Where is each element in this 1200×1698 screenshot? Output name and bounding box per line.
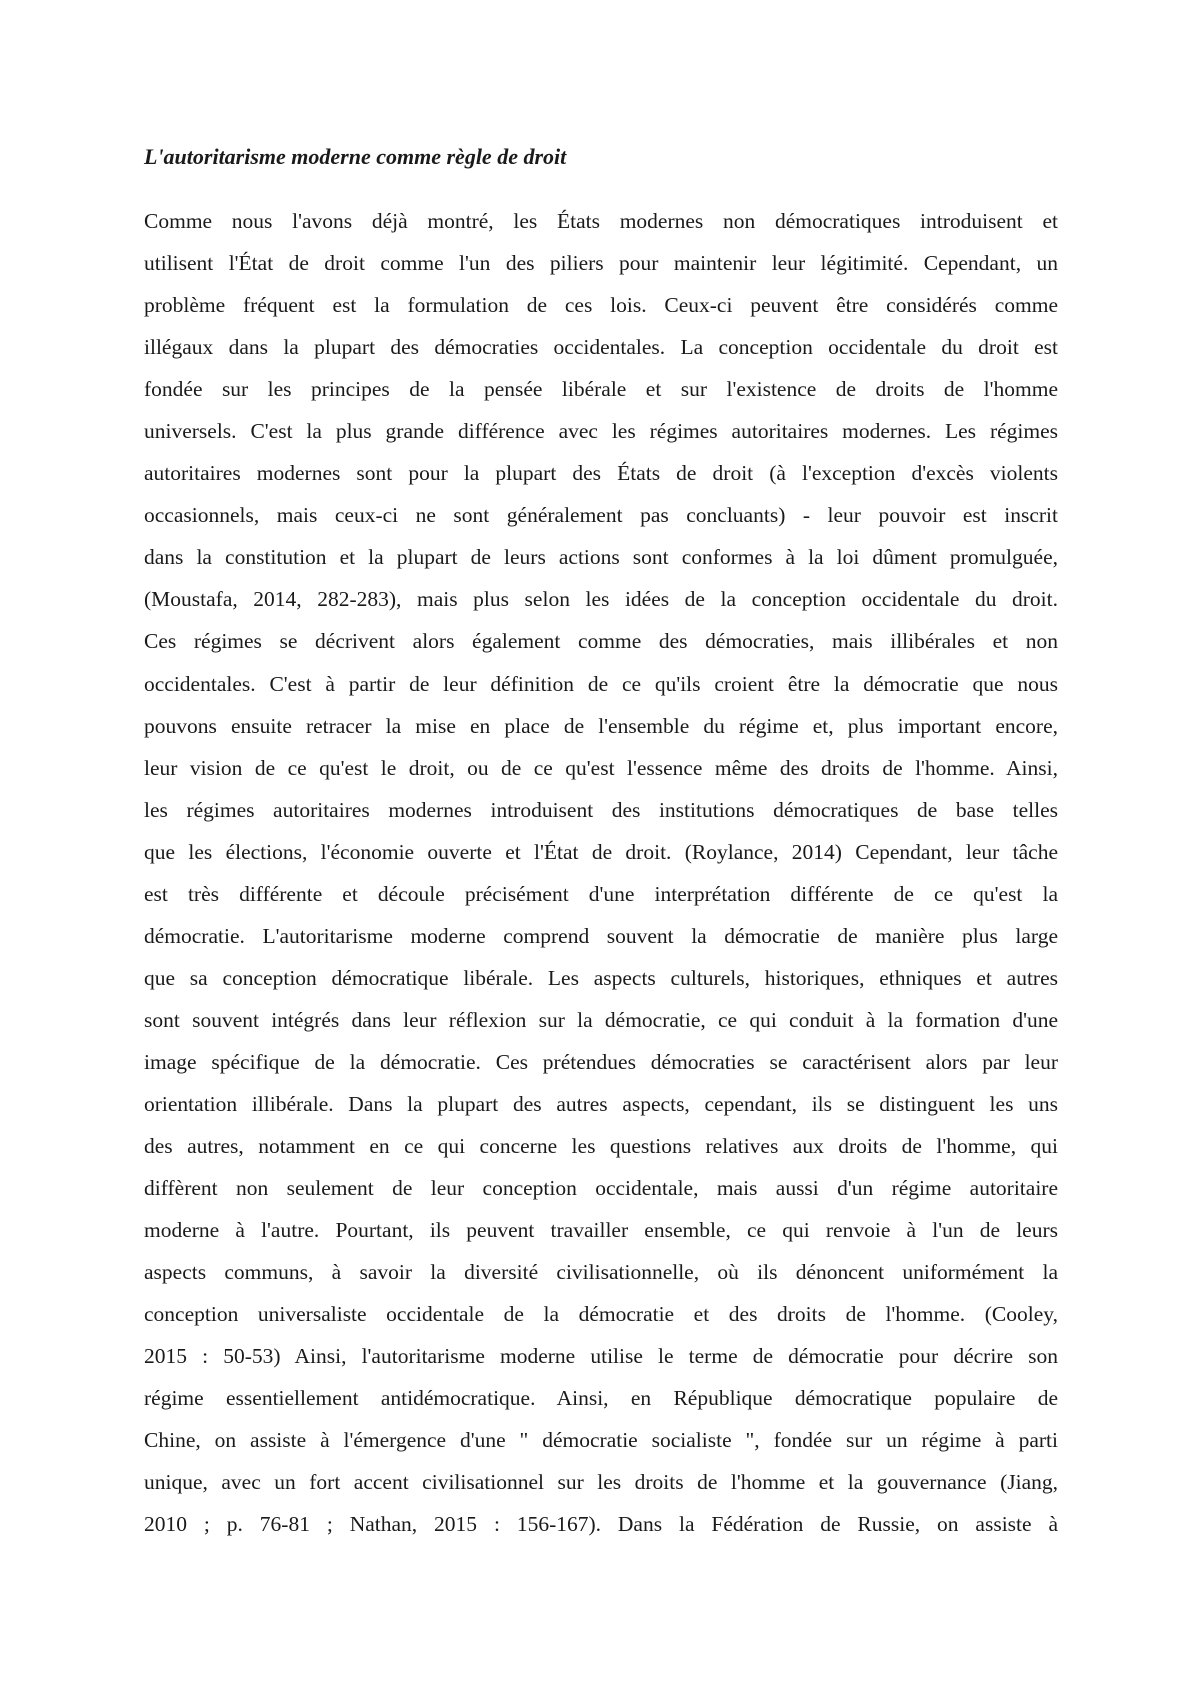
text-line: 2010 ; p. 76-81 ; Nathan, 2015 : 156-167). Dans la Fédération de Russie, on assiste à — [144, 1512, 1058, 1537]
text-line: autoritaires modernes sont pour la plupart des États de droit (à l'exception d'excès violents — [144, 461, 1058, 486]
text-line: orientation illibérale. Dans la plupart des autres aspects, cependant, ils se distinguent les uns — [144, 1091, 1058, 1116]
text-line: illégaux dans la plupart des démocraties occidentales. La conception occidentale du droit est — [144, 335, 1058, 360]
text-line: que sa conception démocratique libérale. Les aspects culturels, historiques, ethniques et autres — [144, 965, 1058, 990]
text-line: leur vision de ce qu'est le droit, ou de ce qu'est l'essence même des droits de l'homme. Ainsi, — [144, 755, 1058, 780]
text-line: Comme nous l'avons déjà montré, les États modernes non démocratiques introduisent et — [144, 209, 1058, 233]
text-line: universels. C'est la plus grande différence avec les régimes autoritaires modernes. Les régimes — [144, 419, 1058, 444]
text-line: régime essentiellement antidémocratique. Ainsi, en République démocratique populaire de — [144, 1386, 1058, 1411]
text-line: démocratie. L'autoritarisme moderne comprend souvent la démocratie de manière plus large — [144, 923, 1058, 948]
text-line: diffèrent non seulement de leur conception occidentale, mais aussi d'un régime autoritaire — [144, 1176, 1058, 1201]
text-line: que les élections, l'économie ouverte et l'État de droit. (Roylance, 2014) Cependant, leur tâche — [144, 839, 1058, 864]
text-line: problème fréquent est la formulation de ces lois. Ceux-ci peuvent être considérés comme — [144, 293, 1058, 318]
text-line: sont souvent intégrés dans leur réflexion sur la démocratie, ce qui conduit à la formation d'une — [144, 1007, 1058, 1032]
text-line: Ces régimes se décrivent alors également comme des démocraties, mais illibérales et non — [144, 629, 1058, 654]
text-line: Chine, on assiste à l'émergence d'une " démocratie socialiste ", fondée sur un régime à parti — [144, 1428, 1058, 1453]
text-line: 2015 : 50-53) Ainsi, l'autoritarisme moderne utilise le terme de démocratie pour décrire son — [144, 1344, 1058, 1369]
text-line: (Moustafa, 2014, 282-283), mais plus selon les idées de la conception occidentale du droit. — [144, 587, 1058, 612]
text-line: aspects communs, à savoir la diversité civilisationnelle, où ils dénoncent uniformément la — [144, 1260, 1058, 1285]
text-line: utilisent l'État de droit comme l'un des piliers pour maintenir leur légitimité. Cependant, un — [144, 251, 1058, 276]
text-line: occidentales. C'est à partir de leur définition de ce qu'ils croient être la démocratie que nous — [144, 671, 1058, 696]
text-line: les régimes autoritaires modernes introduisent des institutions démocratiques de base telles — [144, 797, 1058, 822]
text-line: dans la constitution et la plupart de leurs actions sont conformes à la loi dûment promulguée, — [144, 545, 1058, 570]
section-heading: L'autoritarisme moderne comme règle de droit — [144, 144, 567, 169]
text-line: image spécifique de la démocratie. Ces prétendues démocraties se caractérisent alors par leur — [144, 1049, 1058, 1074]
text-line: conception universaliste occidentale de la démocratie et des droits de l'homme. (Cooley, — [144, 1302, 1058, 1327]
text-line: est très différente et découle précisément d'une interprétation différente de ce qu'est la — [144, 881, 1058, 906]
text-line: des autres, notamment en ce qui concerne les questions relatives aux droits de l'homme, qui — [144, 1134, 1058, 1159]
text-line: unique, avec un fort accent civilisationnel sur les droits de l'homme et la gouvernance (Jiang, — [144, 1470, 1058, 1495]
text-line: occasionnels, mais ceux-ci ne sont généralement pas concluants) - leur pouvoir est inscrit — [144, 503, 1058, 528]
text-line: pouvons ensuite retracer la mise en place de l'ensemble du régime et, plus important encore, — [144, 713, 1058, 738]
text-line: fondée sur les principes de la pensée libérale et sur l'existence de droits de l'homme — [144, 377, 1058, 402]
body-paragraph — [144, 200, 1058, 1546]
text-line: moderne à l'autre. Pourtant, ils peuvent travailler ensemble, ce qui renvoie à l'un de leurs — [144, 1218, 1058, 1243]
